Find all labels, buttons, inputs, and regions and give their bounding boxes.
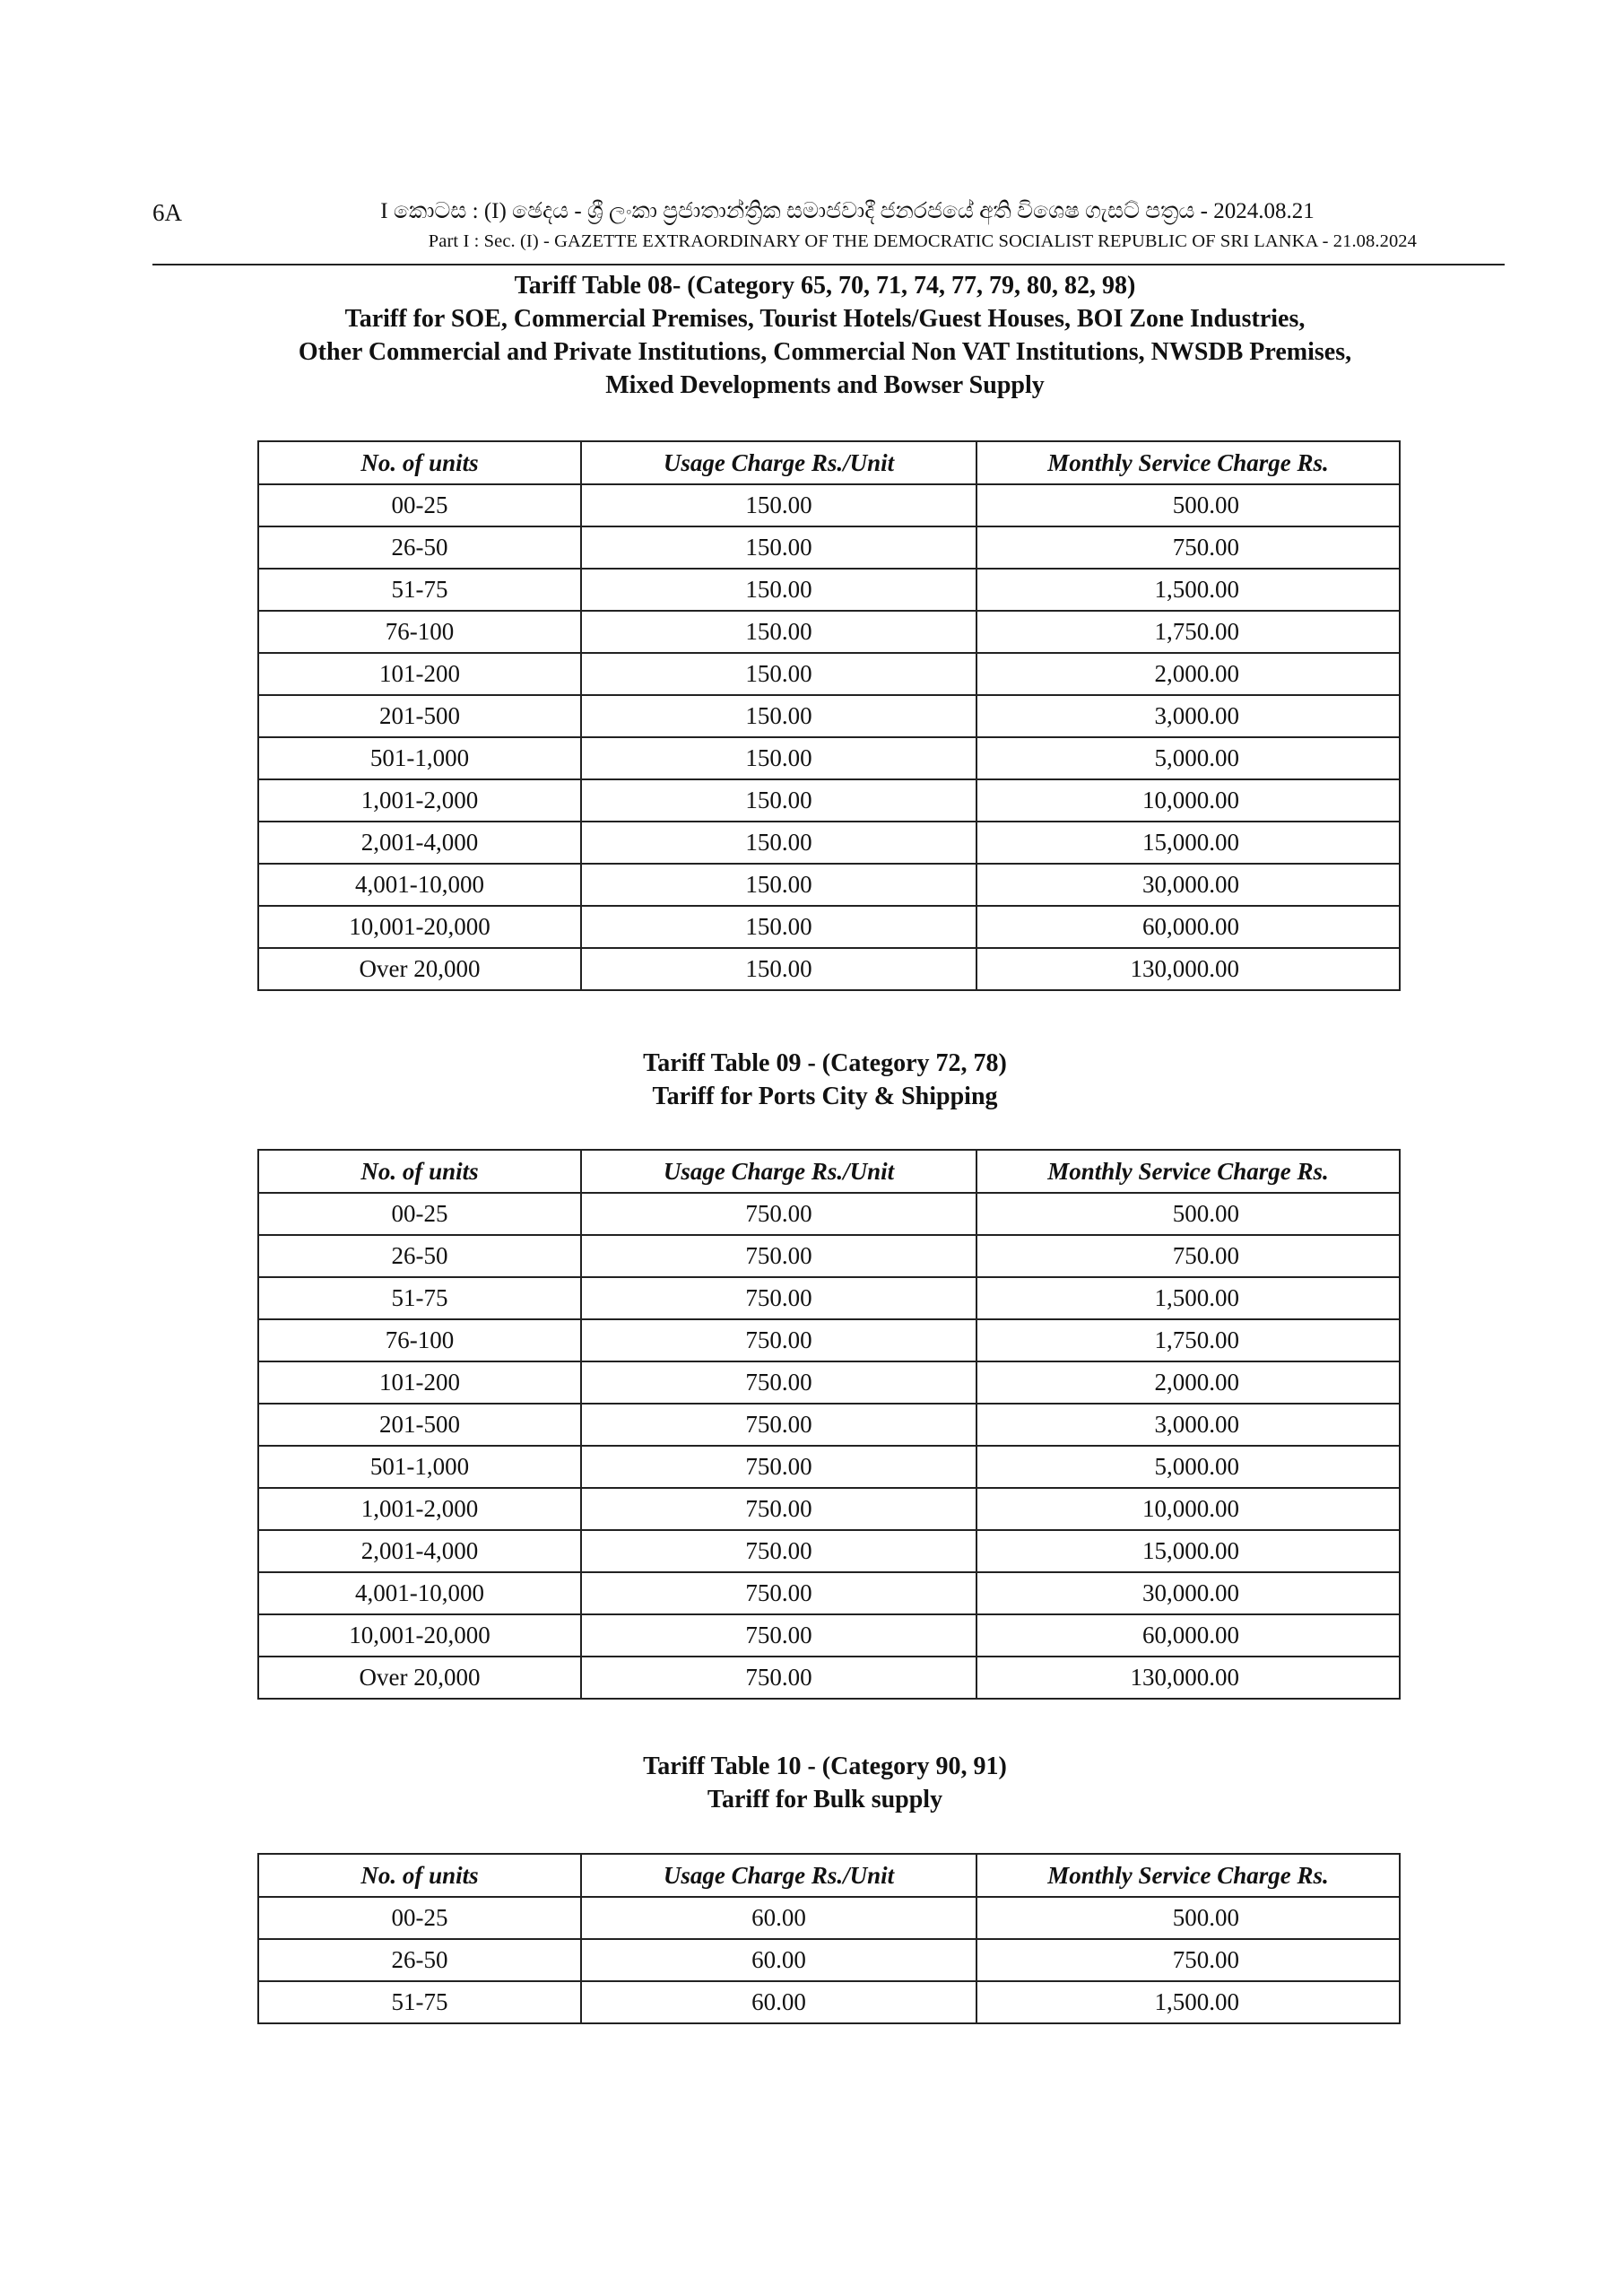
cell-service-charge: 2,000.00 <box>976 1361 1400 1404</box>
table-row <box>258 695 1400 737</box>
table-row <box>258 1981 1400 2023</box>
cell-usage-charge: 150.00 <box>581 822 976 864</box>
tariff-table-09-title <box>179 1047 1471 1113</box>
title-line: Other Commercial and Private Institutions, Commercial Non VAT Institutions, NWSDB Premises, <box>298 338 1352 366</box>
cell-service-charge: 60,000.00 <box>976 1614 1400 1657</box>
cell-service-charge: 15,000.00 <box>976 822 1400 864</box>
cell-service-charge: 15,000.00 <box>976 1530 1400 1572</box>
title-line: Mixed Developments and Bowser Supply <box>605 371 1045 399</box>
column-header-service-charge: Monthly Service Charge Rs. <box>976 1150 1400 1193</box>
cell-units: 10,001-20,000 <box>258 1614 581 1657</box>
table-row <box>258 737 1400 779</box>
table-row <box>258 1277 1400 1319</box>
column-header-service-charge: Monthly Service Charge Rs. <box>976 441 1400 484</box>
cell-units: 1,001-2,000 <box>258 1488 581 1530</box>
table-row <box>258 1939 1400 1981</box>
table-row <box>258 779 1400 822</box>
table-row <box>258 1897 1400 1939</box>
cell-usage-charge: 750.00 <box>581 1614 976 1657</box>
cell-units: Over 20,000 <box>258 1657 581 1699</box>
tariff-table-09 <box>257 1149 1401 1700</box>
cell-units: 51-75 <box>258 569 581 611</box>
table-row <box>258 822 1400 864</box>
table-row <box>258 1404 1400 1446</box>
cell-service-charge: 60,000.00 <box>976 906 1400 948</box>
cell-units: 26-50 <box>258 1235 581 1277</box>
table-row <box>258 526 1400 569</box>
cell-usage-charge: 150.00 <box>581 779 976 822</box>
cell-service-charge: 30,000.00 <box>976 864 1400 906</box>
cell-usage-charge: 750.00 <box>581 1530 976 1572</box>
column-header-units: No. of units <box>258 1150 581 1193</box>
table-header-row <box>258 1854 1400 1897</box>
cell-usage-charge: 60.00 <box>581 1981 976 2023</box>
table-row <box>258 1488 1400 1530</box>
table-row <box>258 1614 1400 1657</box>
cell-usage-charge: 150.00 <box>581 948 976 990</box>
cell-units: 101-200 <box>258 1361 581 1404</box>
column-header-service-charge: Monthly Service Charge Rs. <box>976 1854 1400 1897</box>
cell-units: 26-50 <box>258 1939 581 1981</box>
cell-usage-charge: 150.00 <box>581 653 976 695</box>
cell-units: 00-25 <box>258 1193 581 1235</box>
cell-units: 2,001-4,000 <box>258 822 581 864</box>
column-header-usage-charge: Usage Charge Rs./Unit <box>581 441 976 484</box>
cell-usage-charge: 60.00 <box>581 1897 976 1939</box>
cell-service-charge: 750.00 <box>976 1939 1400 1981</box>
cell-usage-charge: 750.00 <box>581 1277 976 1319</box>
table-header-row <box>258 441 1400 484</box>
cell-service-charge: 1,500.00 <box>976 1277 1400 1319</box>
cell-usage-charge: 750.00 <box>581 1446 976 1488</box>
cell-service-charge: 500.00 <box>976 1897 1400 1939</box>
cell-usage-charge: 750.00 <box>581 1319 976 1361</box>
tariff-table-10 <box>257 1853 1401 2024</box>
cell-units: 4,001-10,000 <box>258 864 581 906</box>
table-row <box>258 906 1400 948</box>
cell-units: 00-25 <box>258 484 581 526</box>
page-number: 6A <box>152 199 182 226</box>
tariff-table-08 <box>257 440 1401 991</box>
title-line: Tariff for Ports City & Shipping <box>652 1083 998 1110</box>
title-line: Tariff Table 10 - (Category 90, 91) <box>643 1752 1007 1780</box>
table-row <box>258 1193 1400 1235</box>
column-header-units: No. of units <box>258 1854 581 1897</box>
cell-usage-charge: 150.00 <box>581 737 976 779</box>
cell-units: 26-50 <box>258 526 581 569</box>
cell-service-charge: 1,750.00 <box>976 1319 1400 1361</box>
table-row <box>258 484 1400 526</box>
table-row <box>258 569 1400 611</box>
table-row <box>258 653 1400 695</box>
gazette-header-sinhala: I කොටස : (I) ඡෙදය - ශ්‍රී ලංකා ප්‍රජාතාන්ත්‍රික සමාජවාදී ජනරජයේ අති විශෙෂ ගැසට් පත්‍රය - 2024.08.21 <box>380 199 1315 223</box>
title-line: Tariff Table 09 - (Category 72, 78) <box>643 1049 1007 1077</box>
cell-units: 2,001-4,000 <box>258 1530 581 1572</box>
cell-usage-charge: 750.00 <box>581 1361 976 1404</box>
cell-service-charge: 1,500.00 <box>976 1981 1400 2023</box>
cell-service-charge: 130,000.00 <box>976 1657 1400 1699</box>
cell-units: 51-75 <box>258 1277 581 1319</box>
cell-usage-charge: 750.00 <box>581 1572 976 1614</box>
header-rule <box>152 264 1505 265</box>
cell-usage-charge: 150.00 <box>581 484 976 526</box>
cell-service-charge: 30,000.00 <box>976 1572 1400 1614</box>
cell-service-charge: 10,000.00 <box>976 1488 1400 1530</box>
table-row <box>258 948 1400 990</box>
cell-service-charge: 130,000.00 <box>976 948 1400 990</box>
table-row <box>258 1235 1400 1277</box>
cell-units: 10,001-20,000 <box>258 906 581 948</box>
table-header-row <box>258 1150 1400 1193</box>
table-row <box>258 1657 1400 1699</box>
table-row <box>258 864 1400 906</box>
table-row <box>258 1446 1400 1488</box>
cell-units: 501-1,000 <box>258 737 581 779</box>
cell-usage-charge: 750.00 <box>581 1404 976 1446</box>
title-line: Tariff Table 08- (Category 65, 70, 71, 74, 77, 79, 80, 82, 98) <box>514 272 1136 300</box>
cell-usage-charge: 150.00 <box>581 526 976 569</box>
cell-units: 51-75 <box>258 1981 581 2023</box>
cell-usage-charge: 750.00 <box>581 1235 976 1277</box>
cell-service-charge: 500.00 <box>976 484 1400 526</box>
cell-usage-charge: 750.00 <box>581 1488 976 1530</box>
cell-usage-charge: 150.00 <box>581 695 976 737</box>
tariff-table-10-title <box>179 1750 1471 1816</box>
cell-units: 101-200 <box>258 653 581 695</box>
cell-usage-charge: 150.00 <box>581 611 976 653</box>
cell-usage-charge: 750.00 <box>581 1193 976 1235</box>
cell-usage-charge: 150.00 <box>581 569 976 611</box>
title-line: Tariff for Bulk supply <box>707 1786 943 1813</box>
table-row <box>258 611 1400 653</box>
cell-units: 4,001-10,000 <box>258 1572 581 1614</box>
cell-usage-charge: 750.00 <box>581 1657 976 1699</box>
table-row <box>258 1530 1400 1572</box>
cell-usage-charge: 150.00 <box>581 906 976 948</box>
cell-units: 76-100 <box>258 611 581 653</box>
table-row <box>258 1572 1400 1614</box>
cell-units: 00-25 <box>258 1897 581 1939</box>
cell-units: 501-1,000 <box>258 1446 581 1488</box>
cell-service-charge: 10,000.00 <box>976 779 1400 822</box>
cell-service-charge: 1,500.00 <box>976 569 1400 611</box>
cell-usage-charge: 60.00 <box>581 1939 976 1981</box>
cell-units: 1,001-2,000 <box>258 779 581 822</box>
cell-service-charge: 5,000.00 <box>976 1446 1400 1488</box>
table-row <box>258 1319 1400 1361</box>
cell-service-charge: 5,000.00 <box>976 737 1400 779</box>
cell-usage-charge: 150.00 <box>581 864 976 906</box>
cell-service-charge: 750.00 <box>976 1235 1400 1277</box>
cell-service-charge: 3,000.00 <box>976 695 1400 737</box>
cell-units: Over 20,000 <box>258 948 581 990</box>
cell-units: 201-500 <box>258 1404 581 1446</box>
table-row <box>258 1361 1400 1404</box>
cell-service-charge: 750.00 <box>976 526 1400 569</box>
cell-service-charge: 500.00 <box>976 1193 1400 1235</box>
column-header-usage-charge: Usage Charge Rs./Unit <box>581 1150 976 1193</box>
cell-units: 201-500 <box>258 695 581 737</box>
cell-service-charge: 2,000.00 <box>976 653 1400 695</box>
title-line: Tariff for SOE, Commercial Premises, Tourist Hotels/Guest Houses, BOI Zone Industries, <box>344 305 1306 333</box>
column-header-usage-charge: Usage Charge Rs./Unit <box>581 1854 976 1897</box>
gazette-header-english: Part I : Sec. (I) - GAZETTE EXTRAORDINARY OF THE DEMOCRATIC SOCIALIST REPUBLIC OF SRI LANKA - 21.08.2024 <box>428 231 1417 251</box>
cell-service-charge: 1,750.00 <box>976 611 1400 653</box>
column-header-units: No. of units <box>258 441 581 484</box>
cell-service-charge: 3,000.00 <box>976 1404 1400 1446</box>
cell-units: 76-100 <box>258 1319 581 1361</box>
tariff-table-08-title <box>179 269 1471 402</box>
